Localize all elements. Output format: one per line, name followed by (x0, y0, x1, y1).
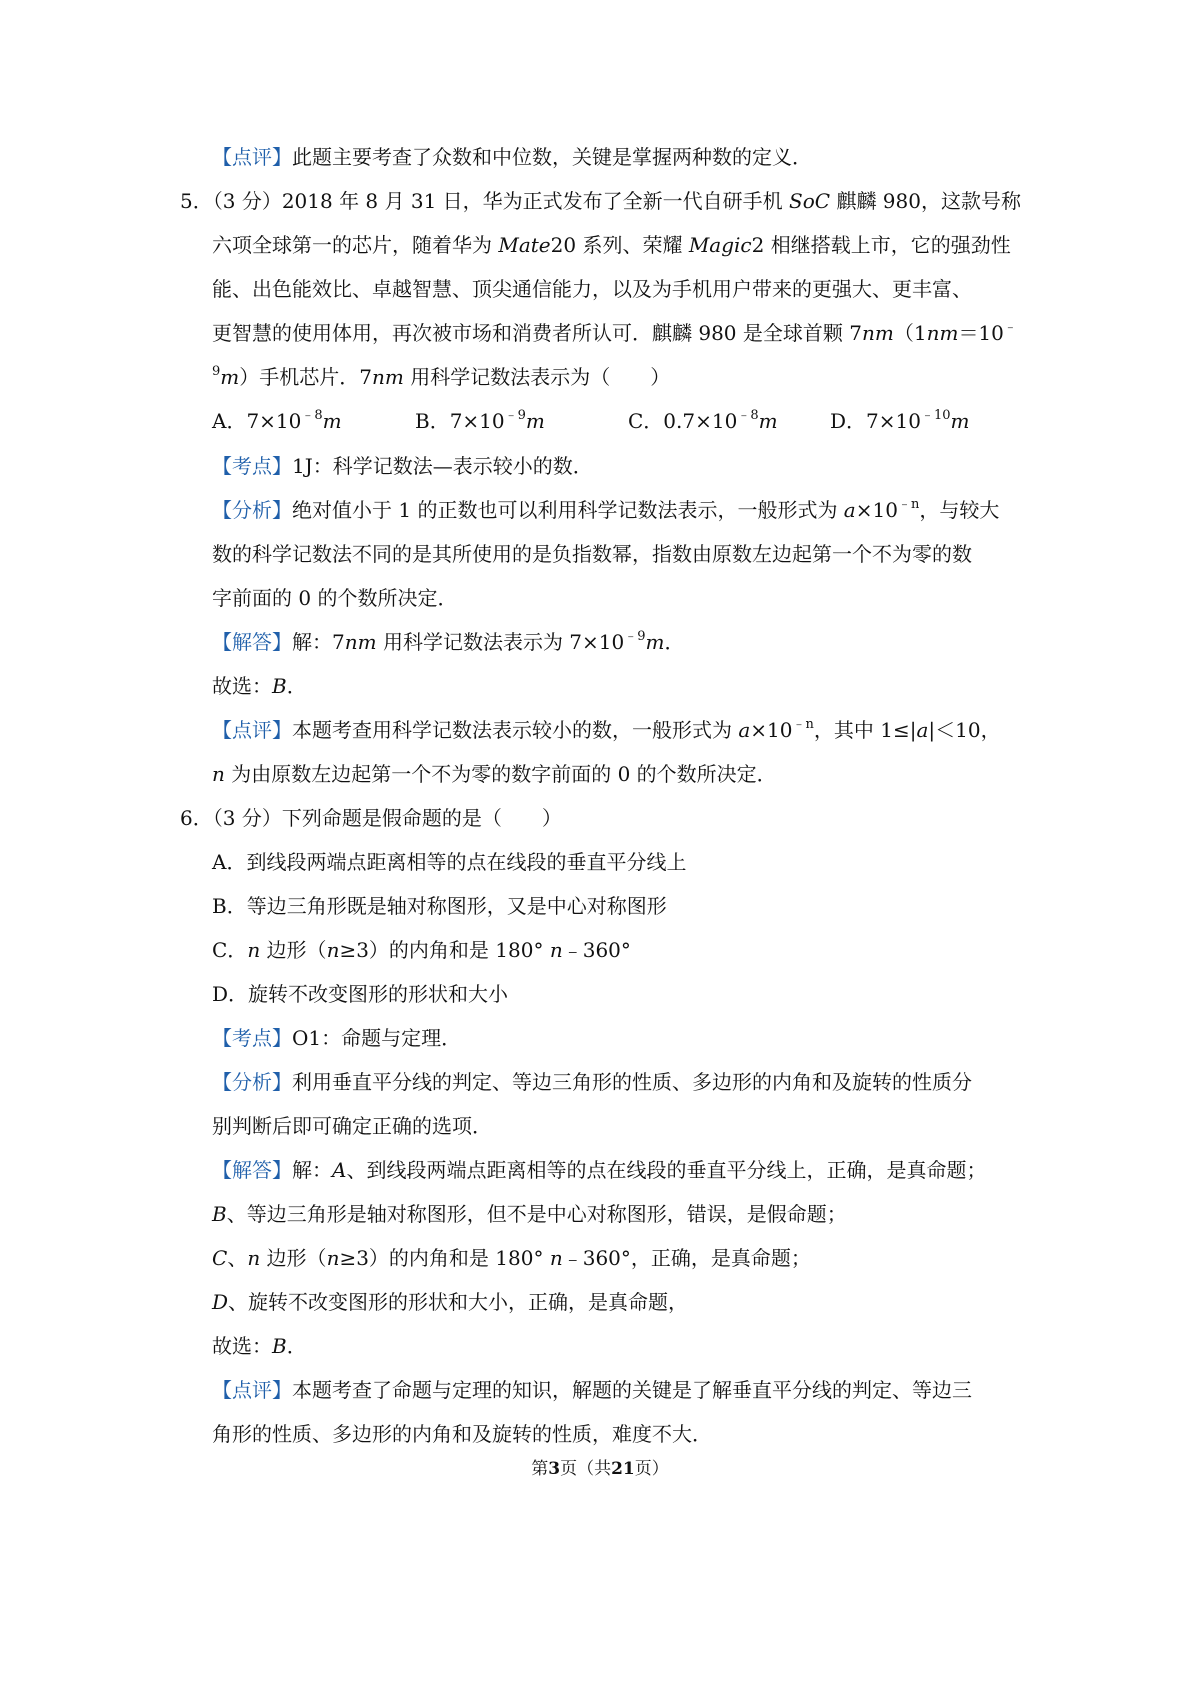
text: 、到线段两端点距离相等的点在线段的垂直平分线上，正确，是真命题； (346, 1158, 987, 1182)
q6-option-d (212, 980, 508, 1008)
q5-stem-line-3 (212, 275, 972, 303)
text: 用科学记数法表示为 7×10 (376, 630, 625, 654)
math-var: D (212, 1290, 229, 1314)
text: ≥3）的内角和是 180° (339, 938, 544, 962)
text: 页（共 (560, 1459, 612, 1479)
text: |＜10， (928, 718, 1001, 742)
q5-option-d (830, 407, 969, 435)
math-var: A (332, 1158, 347, 1182)
text: 绝对值小于 1 的正数也可以利用科学记数法表示，一般形式为 (292, 498, 844, 522)
q5-analysis-line-2 (212, 540, 972, 568)
option-label: D．7×10 (830, 409, 921, 433)
text: 故选： (212, 674, 272, 698)
exponent: ﹣10 (920, 408, 951, 423)
q5-answer (212, 628, 685, 656)
text: 、旋转不改变图形的形状和大小，正确，是真命题， (228, 1290, 689, 1314)
exponent: ﹣8 (301, 408, 323, 423)
math-var: Mate (498, 233, 551, 257)
text: 为由原数左边起第一个不为零的数字前面的 0 的个数所决定． (224, 762, 777, 786)
math-var: n (549, 1246, 563, 1270)
math-var: n (549, 938, 563, 962)
exponent: ﹣n (897, 497, 920, 512)
text: 本题考查了命题与定理的知识，解题的关键是了解垂直平分线的判定、等边三 (292, 1378, 972, 1402)
math-var: nm (861, 321, 894, 345)
q5-analysis-line-3 (212, 584, 457, 612)
math-var: n (326, 938, 340, 962)
text: 1J：科学记数法—表示较小的数． (292, 454, 593, 478)
text: 20 系列、荣耀 (550, 233, 689, 257)
review-text: 此题主要考查了众数和中位数，关键是掌握两种数的定义． (292, 145, 812, 169)
text: 故选： (212, 1334, 272, 1358)
q6-review-line-2 (212, 1420, 712, 1448)
q6-analysis-line-2 (212, 1112, 492, 1140)
text: 利用垂直平分线的判定、等边三角形的性质、多边形的内角和及旋转的性质分 (292, 1070, 972, 1094)
math-var: n (212, 762, 225, 786)
option-label: A．7×10 (212, 409, 302, 433)
q6-review-line-1 (212, 1376, 972, 1404)
math-var: C (212, 1246, 228, 1270)
exponent: ﹣9 (504, 408, 526, 423)
question-number: 6． (180, 806, 213, 830)
text: 页） (634, 1459, 669, 1479)
exponent: 9 (212, 364, 221, 379)
math-var: m (645, 630, 665, 654)
text: 别判断后即可确定正确的选项． (212, 1114, 492, 1138)
review-tag: 【点评】 (212, 1378, 292, 1402)
text: O1：命题与定理． (292, 1026, 462, 1050)
page-total: 21 (611, 1459, 635, 1479)
math-var: n (326, 1246, 340, 1270)
text: （1 (893, 321, 927, 345)
text: 解： (292, 1158, 332, 1182)
answer-tag: 【解答】 (212, 1158, 292, 1182)
text: 、 (227, 1246, 248, 1270)
math-var: SoC (789, 189, 831, 213)
text: ﹣360° (562, 938, 631, 962)
q6-option-c (212, 936, 631, 964)
text: （3 分）2018 年 8 月 31 日，华为正式发布了全新一代自研手机 (212, 189, 790, 213)
math-var: nm (371, 365, 404, 389)
text: ． (664, 630, 685, 654)
text: 能、出色能效比、卓越智慧、顶尖通信能力，以及为手机用户带来的更强大、更丰富、 (212, 277, 972, 301)
q6-option-a (212, 848, 686, 876)
point-tag: 【考点】 (212, 1026, 292, 1050)
math-var: m (950, 409, 970, 433)
q6-analysis-line-1 (212, 1068, 972, 1096)
q5-option-b (415, 407, 545, 435)
math-var: nm (926, 321, 959, 345)
answer-tag: 【解答】 (212, 630, 292, 654)
q6-stem (180, 804, 562, 832)
q6-answer-line-3 (212, 1244, 811, 1272)
analysis-tag: 【分析】 (212, 1070, 292, 1094)
q5-point (212, 452, 593, 480)
page-number: 3 (548, 1459, 561, 1479)
text: ﹣360°，正确，是真命题； (562, 1246, 811, 1270)
point-tag: 【考点】 (212, 454, 292, 478)
q5-analysis-line-1 (212, 496, 999, 524)
option-label: C．0.7×10 (628, 409, 738, 433)
math-var: m (758, 409, 778, 433)
text: （3 分）下列命题是假命题的是（ ） (212, 806, 562, 830)
text: 更智慧的使用体用，再次被市场和消费者所认可．麒麟 980 是全球首颗 7 (212, 321, 862, 345)
text: 2 相继搭载上市，它的强劲性 (751, 233, 1011, 257)
math-var: n (247, 1246, 261, 1270)
math-var: B (272, 1334, 287, 1358)
math-var: Magic (688, 233, 752, 257)
q6-answer-line-4 (212, 1288, 688, 1316)
math-var: m (220, 365, 240, 389)
q6-option-b (212, 892, 667, 920)
text: ，与较大 (919, 498, 1000, 522)
text: ×10 (855, 498, 898, 522)
exponent: ﹣8 (737, 408, 759, 423)
text: 麒麟 980，这款号称 (830, 189, 1021, 213)
q5-review-line-1 (212, 716, 1001, 744)
text: 边形（ (260, 938, 327, 962)
text: 六项全球第一的芯片，随着华为 (212, 233, 499, 257)
q6-choice (212, 1332, 307, 1360)
text: 用科学记数法表示为（ ） (403, 365, 671, 389)
q5-option-a (212, 407, 342, 435)
text: C． (212, 938, 248, 962)
q5-stem-line-1 (180, 187, 1021, 215)
math-var: nm (344, 630, 377, 654)
q6-answer-line-1 (212, 1156, 986, 1184)
q5-stem-line-4 (212, 319, 1017, 347)
page-footer (0, 1457, 1200, 1481)
text: ，其中 1≤| (813, 718, 917, 742)
text: ． (286, 674, 307, 698)
math-var: n (247, 938, 261, 962)
text: 解：7 (292, 630, 345, 654)
math-var: B (272, 674, 287, 698)
q5-review-line-2 (212, 760, 777, 788)
exponent: ﹣9 (624, 629, 646, 644)
review-tag: 【点评】 (212, 145, 292, 169)
prev-review (212, 143, 812, 171)
text: A．到线段两端点距离相等的点在线段的垂直平分线上 (212, 850, 687, 874)
text: D．旋转不改变图形的形状和大小 (212, 982, 509, 1006)
text: 第 (531, 1459, 549, 1479)
math-var: m (525, 409, 545, 433)
text: ． (286, 1334, 307, 1358)
text: ≥3）的内角和是 180° (339, 1246, 544, 1270)
q6-point (212, 1024, 461, 1052)
text: ×10 (750, 718, 793, 742)
text: 数的科学记数法不同的是其所使用的是负指数幂，指数由原数左边起第一个不为零的数 (212, 542, 972, 566)
text: 字前面的 0 的个数所决定． (212, 586, 458, 610)
exponent: ﹣n (792, 717, 814, 732)
analysis-tag: 【分析】 (212, 498, 292, 522)
math-var: a (738, 718, 751, 742)
math-var: a (843, 498, 856, 522)
q5-stem-line-2 (212, 231, 1011, 259)
text: ）手机芯片．7 (239, 365, 372, 389)
text: 、等边三角形是轴对称图形，但不是中心对称图形，错误，是假命题； (226, 1202, 847, 1226)
question-number: 5． (180, 189, 213, 213)
option-label: B．7×10 (415, 409, 505, 433)
math-var: a (916, 718, 929, 742)
math-var: B (212, 1202, 227, 1226)
text: 边形（ (260, 1246, 327, 1270)
q6-answer-line-2 (212, 1200, 847, 1228)
text: 角形的性质、多边形的内角和及旋转的性质，难度不大． (212, 1422, 712, 1446)
exponent: ﹣ (1003, 320, 1017, 335)
text: 本题考查用科学记数法表示较小的数，一般形式为 (292, 718, 739, 742)
q5-choice (212, 672, 307, 700)
math-var: m (322, 409, 342, 433)
q5-stem-line-5 (212, 363, 670, 391)
review-tag: 【点评】 (212, 718, 292, 742)
q5-option-c (628, 407, 778, 435)
text: ＝10 (958, 321, 1004, 345)
text: B．等边三角形既是轴对称图形，又是中心对称图形 (212, 894, 667, 918)
